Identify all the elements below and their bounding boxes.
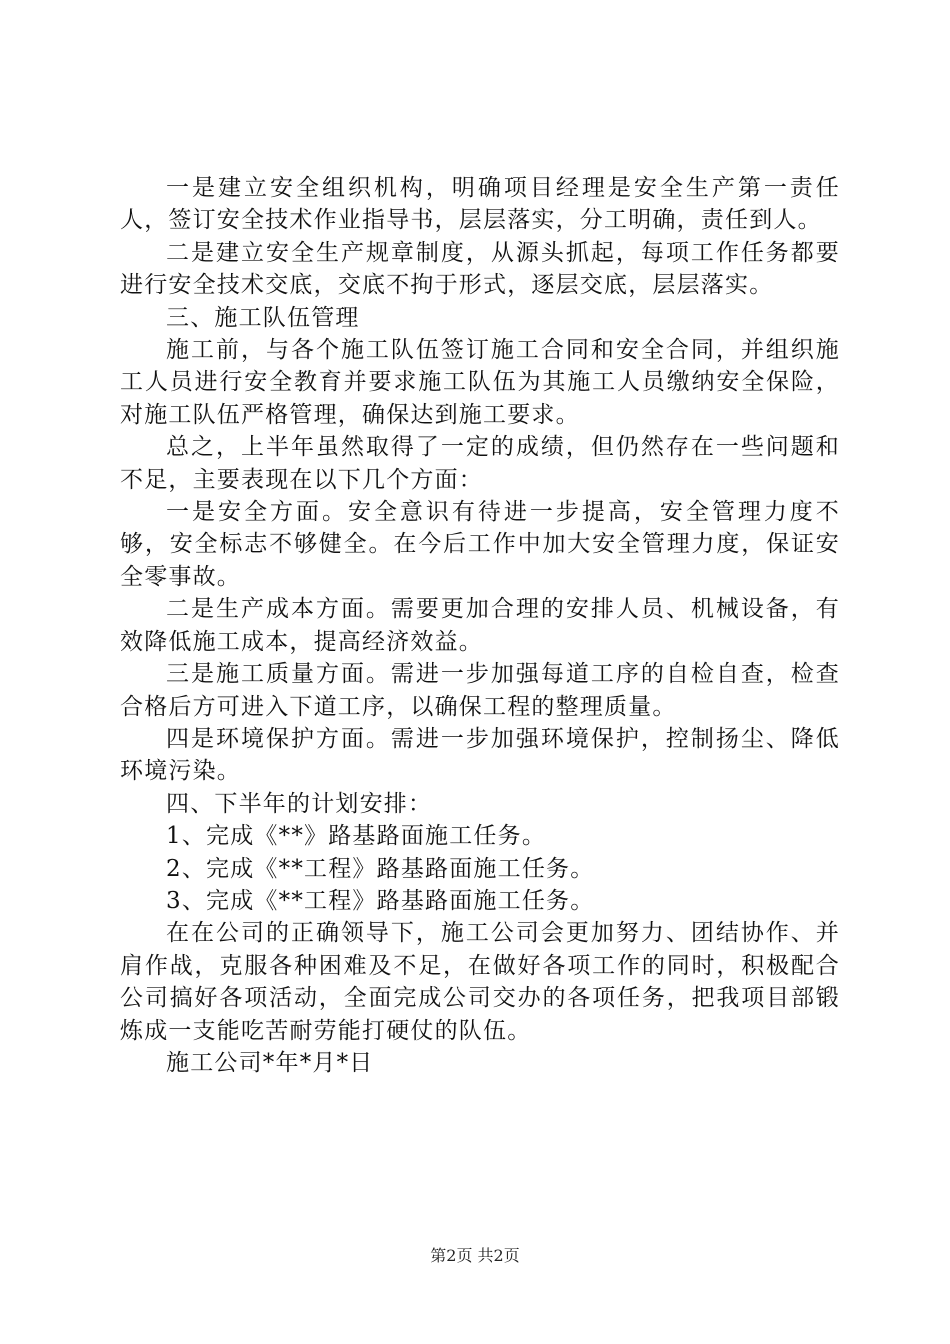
plan-item-2: 2、完成《**工程》路基路面施工任务。: [166, 855, 595, 882]
paragraph-issue-cost: 二是生产成本方面。需要更加合理的安排人员、机械设备，有效降低施工成本，提高经济效益。: [120, 596, 840, 655]
paragraph-issue-quality: 三是施工质量方面。需进一步加强每道工序的自检自查，检查合格后方可进入下道工序，以确保工程的整理质量。: [120, 661, 840, 720]
paragraph-team-management: 施工前，与各个施工队伍签订施工合同和安全合同，并组织施工人员进行安全教育并要求施工队伍为其施工人员缴纳安全保险，对施工队伍严格管理，确保达到施工要求。: [120, 337, 840, 428]
paragraph-closing: 在在公司的正确领导下，施工公司会更加努力、团结协作、并肩作战，克服各种困难及不足，在做好各项工作的同时，积极配合公司搞好各项活动，全面完成公司交办的各项任务，把我项目部锻炼成一支能吃苦耐劳能打硬仗的队伍。: [120, 920, 840, 1044]
paragraph-issue-environment: 四是环境保护方面。需进一步加强环境保护，控制扬尘、降低环境污染。: [120, 725, 840, 785]
paragraph-safety-rules: 二是建立安全生产规章制度，从源头抓起，每项工作任务都要进行安全技术交底，交底不拘于形式，逐层交底，层层落实。: [120, 239, 840, 299]
plan-item-1: 1、完成《**》路基路面施工任务。: [166, 823, 547, 850]
document-body: [120, 172, 840, 1079]
plan-item-3: 3、完成《**工程》路基路面施工任务。: [166, 887, 595, 914]
signature-date: 施工公司*年*月*日: [166, 1049, 374, 1076]
paragraph-summary: 总之，上半年虽然取得了一定的成绩，但仍然存在一些问题和不足，主要表现在以下几个方面：: [120, 434, 840, 493]
section-heading-team-management: 三、施工队伍管理: [166, 304, 360, 331]
page-footer: 第2页 共2页: [430, 1246, 520, 1265]
paragraph-issue-safety: 一是安全方面。安全意识有待进一步提高，安全管理力度不够，安全标志不够健全。在今后工作中加大安全管理力度，保证安全零事故。: [120, 499, 840, 590]
paragraph-safety-organization: 一是建立安全组织机构，明确项目经理是安全生产第一责任人，签订安全技术作业指导书，层层落实，分工明确，责任到人。: [120, 175, 840, 234]
section-heading-plan: 四、下半年的计划安排：: [166, 790, 433, 817]
